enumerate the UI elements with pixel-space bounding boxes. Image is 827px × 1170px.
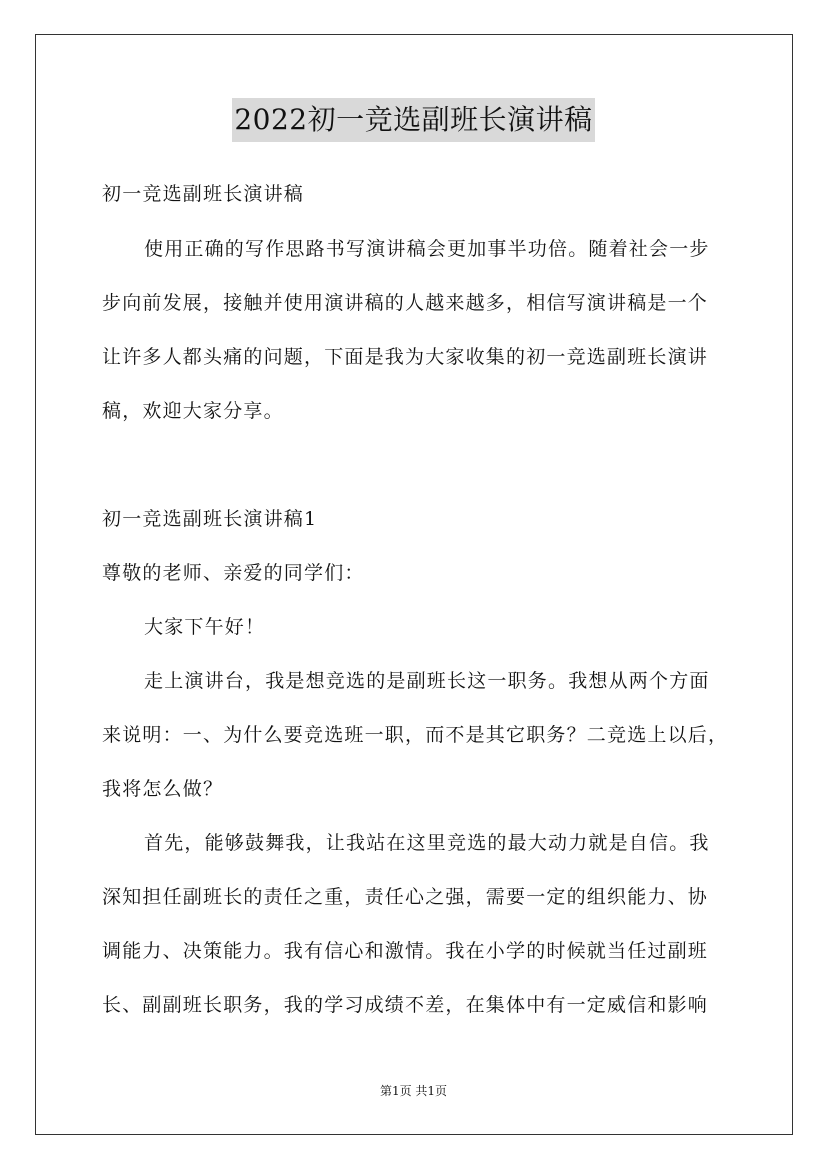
paragraph-line: 来说明：一、为什么要竞选班一职，而不是其它职务？二竞选上以后， (102, 724, 729, 746)
section-heading: 初一竞选副班长演讲稿1 (102, 508, 318, 530)
section-heading: 初一竞选副班长演讲稿 (102, 183, 305, 205)
paragraph-line: 稿，欢迎大家分享。 (102, 400, 284, 422)
greeting: 大家下午好！ (144, 616, 266, 638)
page-number-footer: 第1页 共1页 (379, 1084, 448, 1098)
paragraph-line: 使用正确的写作思路书写演讲稿会更加事半功倍。随着社会一步 (144, 238, 710, 260)
paragraph-line: 调能力、决策能力。我有信心和激情。我在小学的时候就当任过副班 (102, 940, 709, 962)
paragraph-line: 让许多人都头痛的问题，下面是我为大家收集的初一竞选副班长演讲 (102, 346, 709, 368)
paragraph-line: 首先，能够鼓舞我，让我站在这里竞选的最大动力就是自信。我 (144, 832, 710, 854)
paragraph-line: 深知担任副班长的责任之重，责任心之强，需要一定的组织能力、协 (102, 886, 709, 908)
paragraph-line: 步向前发展，接触并使用演讲稿的人越来越多，相信写演讲稿是一个 (102, 292, 709, 314)
title-container (0, 98, 827, 142)
salutation: 尊敬的老师、亲爱的同学们： (102, 562, 365, 584)
paragraph-line: 走上演讲台，我是想竞选的是副班长这一职务。我想从两个方面 (144, 670, 710, 692)
document-title: 2022初一竞选副班长演讲稿 (232, 98, 594, 142)
paragraph-line: 我将怎么做？ (102, 778, 224, 800)
paragraph-line: 长、副副班长职务，我的学习成绩不差，在集体中有一定威信和影响 (102, 994, 709, 1016)
